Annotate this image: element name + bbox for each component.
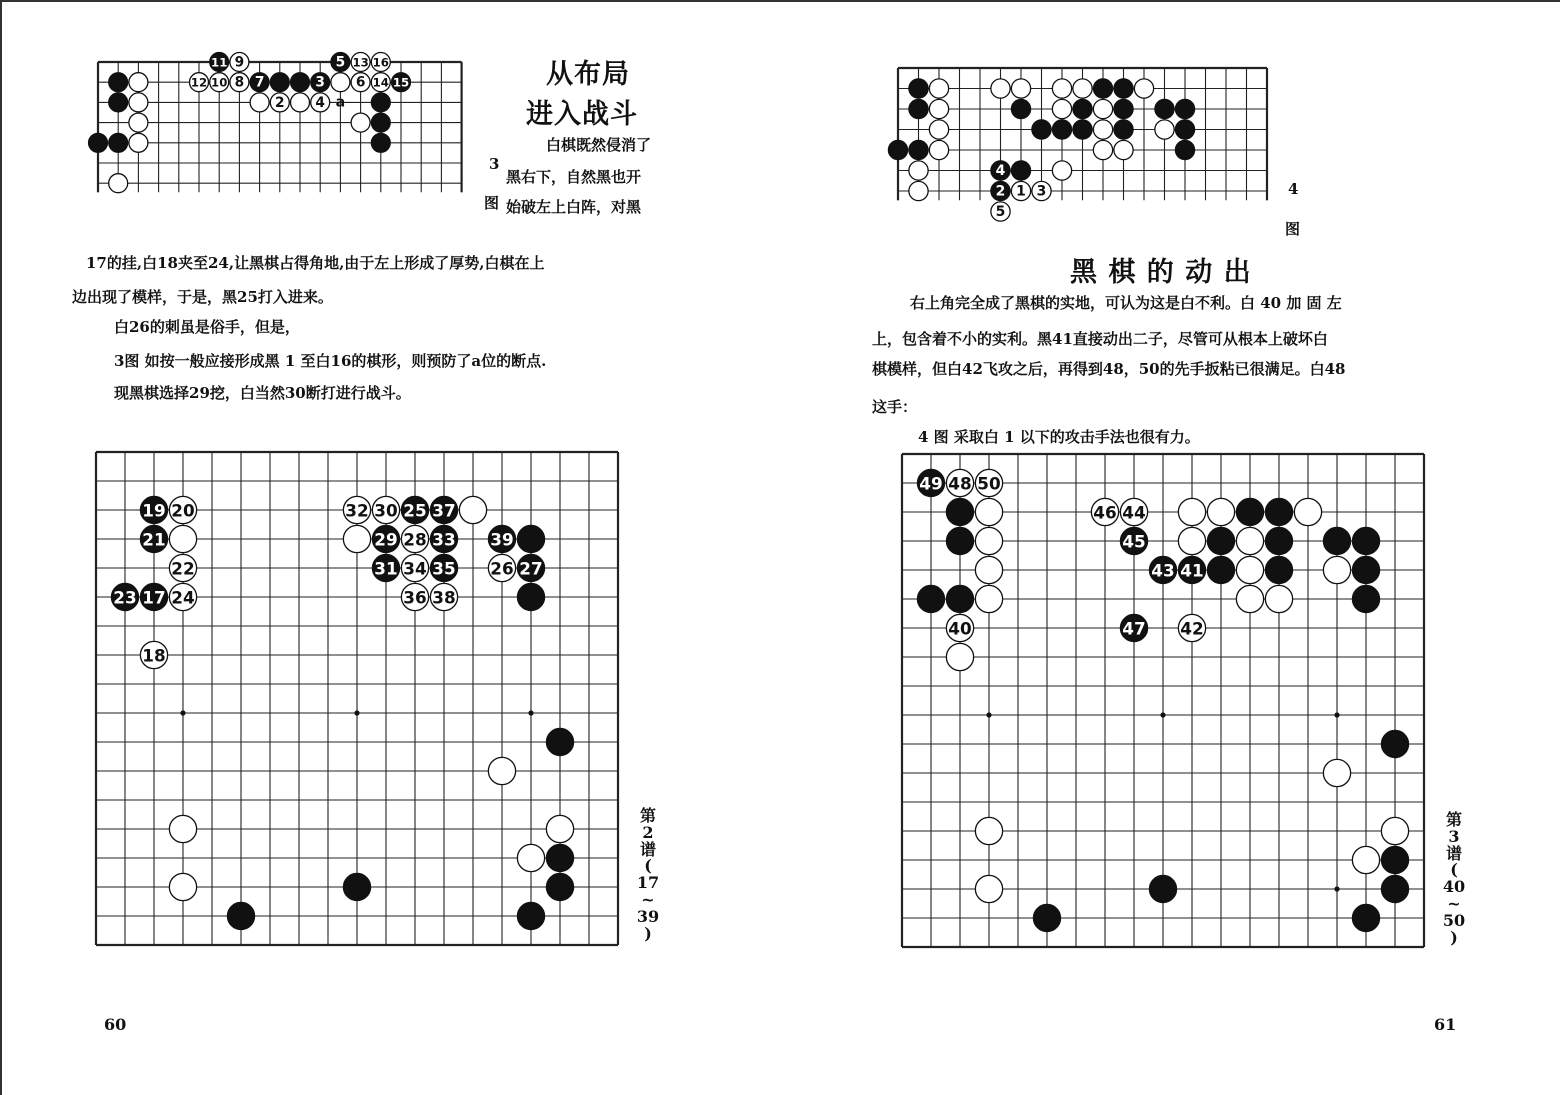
chart2-label xyxy=(636,808,660,942)
star-point xyxy=(354,710,359,715)
black-stone xyxy=(546,844,573,871)
black-stone xyxy=(371,93,390,112)
move-number: 8 xyxy=(234,74,245,91)
star-point xyxy=(180,710,185,715)
white-stone xyxy=(1093,120,1112,139)
black-stone xyxy=(1175,99,1194,118)
black-stone xyxy=(227,902,254,929)
black-stone-37 xyxy=(430,496,457,523)
white-stone-9 xyxy=(230,53,249,72)
diagram-fig4-board xyxy=(896,66,1280,248)
right-page-number: 61 xyxy=(1434,1015,1457,1034)
move-number: 48 xyxy=(948,473,972,494)
white-stone xyxy=(909,181,928,200)
black-stone xyxy=(517,902,544,929)
move-number: 36 xyxy=(403,587,427,608)
chart2-label-num: 2 xyxy=(642,822,654,842)
white-stone xyxy=(343,525,370,552)
white-stone xyxy=(929,140,948,159)
star-point xyxy=(1334,712,1339,717)
white-stone xyxy=(975,817,1002,844)
fig3-number: 3 xyxy=(489,155,500,173)
white-stone xyxy=(1178,498,1205,525)
white-stone xyxy=(1323,556,1350,583)
black-stone xyxy=(1149,875,1176,902)
black-stone-21 xyxy=(140,525,167,552)
black-stone xyxy=(909,79,928,98)
black-stone xyxy=(946,527,973,554)
left-side-text-3: 始破左上白阵，对黑 xyxy=(506,198,642,216)
black-stone-25 xyxy=(401,496,428,523)
black-stone xyxy=(946,498,973,525)
black-stone-45 xyxy=(1120,527,1147,554)
move-number: 9 xyxy=(234,54,245,71)
fig3-label: 图 xyxy=(484,194,500,212)
black-stone xyxy=(546,728,573,755)
move-number: 14 xyxy=(372,75,389,90)
move-number: 39 xyxy=(490,529,514,550)
white-stone xyxy=(1178,527,1205,554)
white-stone xyxy=(975,498,1002,525)
black-stone xyxy=(909,140,928,159)
black-stone xyxy=(888,140,907,159)
white-stone xyxy=(929,120,948,139)
white-stone xyxy=(929,99,948,118)
white-stone xyxy=(991,79,1010,98)
white-stone-48 xyxy=(946,469,973,496)
move-number: 45 xyxy=(1122,531,1146,552)
black-stone xyxy=(89,133,108,152)
left-page-number: 60 xyxy=(104,1015,127,1034)
move-number: 33 xyxy=(432,529,456,550)
move-number: 20 xyxy=(171,500,195,521)
white-stone-16 xyxy=(371,53,390,72)
white-stone xyxy=(129,93,148,112)
move-number: 12 xyxy=(190,75,208,90)
black-stone-33 xyxy=(430,525,457,552)
move-number: 3 xyxy=(1036,183,1047,200)
white-stone xyxy=(1381,817,1408,844)
white-stone xyxy=(517,844,544,871)
black-stone xyxy=(371,133,390,152)
black-stone xyxy=(1352,585,1379,612)
white-stone-32 xyxy=(343,496,370,523)
move-number: 31 xyxy=(374,558,398,579)
black-stone xyxy=(1236,498,1263,525)
move-number: 17 xyxy=(142,587,166,608)
black-stone xyxy=(517,583,544,610)
white-stone-34 xyxy=(401,554,428,581)
white-stone-6 xyxy=(351,73,370,92)
chart2-label-close: ) xyxy=(644,923,652,943)
move-number: 37 xyxy=(432,500,456,521)
move-number: 40 xyxy=(948,618,972,639)
white-stone xyxy=(975,527,1002,554)
move-number: 2 xyxy=(995,183,1006,200)
black-stone xyxy=(517,525,544,552)
white-stone-30 xyxy=(372,496,399,523)
star-point xyxy=(1334,886,1339,891)
move-number: 7 xyxy=(254,74,265,91)
black-stone-5 xyxy=(331,53,350,72)
white-stone-44 xyxy=(1120,498,1147,525)
move-number: 10 xyxy=(211,75,228,90)
black-stone xyxy=(371,113,390,132)
chart3-board xyxy=(900,452,1420,986)
move-number: 22 xyxy=(171,558,195,579)
left-body-line-4: 3图 如按一般应接形成黑 1 至白16的棋形，则预防了a位的断点. xyxy=(114,352,547,370)
black-stone xyxy=(1381,875,1408,902)
white-stone xyxy=(1093,99,1112,118)
black-stone-15 xyxy=(392,73,411,92)
board-mark-label: a xyxy=(335,94,346,111)
left-body-line-5: 现黑棋选择29挖，白当然30断打进行战斗。 xyxy=(114,384,411,402)
black-stone xyxy=(291,73,310,92)
move-number: 42 xyxy=(1180,618,1204,639)
chart2-label-to: 39 xyxy=(636,906,660,926)
white-stone xyxy=(1236,527,1263,554)
move-number: 50 xyxy=(977,473,1001,494)
black-stone-7 xyxy=(250,73,269,92)
move-number: 26 xyxy=(490,558,514,579)
white-stone xyxy=(1265,585,1292,612)
white-stone-18 xyxy=(140,641,167,668)
left-body-line-1: 17的挂,白18夹至24,让黑棋占得角地,由于左上形成了厚势,白棋在上 xyxy=(86,254,545,272)
black-stone xyxy=(1155,99,1174,118)
move-number: 30 xyxy=(374,500,398,521)
black-stone-11 xyxy=(210,53,229,72)
left-side-text-2: 黑右下，自然黑也开 xyxy=(506,168,642,186)
move-number: 49 xyxy=(919,473,943,494)
black-stone xyxy=(1265,556,1292,583)
white-stone-26 xyxy=(488,554,515,581)
move-number: 29 xyxy=(374,529,398,550)
chart3-grid xyxy=(902,454,1424,947)
white-stone-20 xyxy=(169,496,196,523)
move-number: 13 xyxy=(352,55,369,70)
black-stone xyxy=(1352,556,1379,583)
chart3-label-tilde: ~ xyxy=(1447,893,1461,913)
white-stone xyxy=(1073,79,1092,98)
white-stone xyxy=(1011,79,1030,98)
black-stone xyxy=(1207,527,1234,554)
black-stone-29 xyxy=(372,525,399,552)
black-stone xyxy=(1352,527,1379,554)
black-stone xyxy=(1011,99,1030,118)
move-number: 16 xyxy=(372,55,389,70)
black-stone xyxy=(1093,79,1112,98)
white-stone xyxy=(488,757,515,784)
white-stone-28 xyxy=(401,525,428,552)
chart2-label-tilde: ~ xyxy=(641,889,655,909)
white-stone-42 xyxy=(1178,614,1205,641)
black-stone xyxy=(1175,140,1194,159)
white-stone-22 xyxy=(169,554,196,581)
move-number: 41 xyxy=(1180,560,1204,581)
chart3-label xyxy=(1442,812,1466,946)
left-body-line-3: 白26的刺虽是俗手，但是， xyxy=(114,318,300,336)
white-stone xyxy=(1207,498,1234,525)
chart3-label-di: 第 xyxy=(1445,810,1462,829)
chart3-label-close: ) xyxy=(1450,927,1458,947)
chart2-label-di: 第 xyxy=(639,806,656,825)
move-number: 43 xyxy=(1151,560,1175,581)
white-stone-38 xyxy=(430,583,457,610)
chart2-label-from: 17 xyxy=(636,873,660,893)
white-stone xyxy=(1114,140,1133,159)
right-body-line-3: 棋模样，但白42飞攻之后，再得到48，50的先手扳粘已很满足。白48 xyxy=(872,360,1346,378)
white-stone-4 xyxy=(311,93,330,112)
move-number: 27 xyxy=(519,558,543,579)
fig4-number: 4 xyxy=(1288,180,1299,198)
white-stone xyxy=(250,93,269,112)
black-stone xyxy=(1073,120,1092,139)
black-stone xyxy=(1052,120,1071,139)
white-stone xyxy=(946,643,973,670)
black-stone xyxy=(909,99,928,118)
white-stone xyxy=(1236,585,1263,612)
black-stone xyxy=(1381,846,1408,873)
move-number: 25 xyxy=(403,500,427,521)
black-stone-43 xyxy=(1149,556,1176,583)
left-title-line1: 从布局 xyxy=(546,59,630,90)
white-stone xyxy=(1093,140,1112,159)
move-number: 47 xyxy=(1122,618,1146,639)
chart2-label-open: ( xyxy=(644,856,652,876)
black-stone xyxy=(1207,556,1234,583)
black-stone-39 xyxy=(488,525,515,552)
white-stone xyxy=(975,556,1002,583)
fig4-label: 图 xyxy=(1285,220,1301,238)
black-stone-3 xyxy=(311,73,330,92)
move-number: 1 xyxy=(1016,183,1026,200)
chart2-label-pu: 谱 xyxy=(639,839,656,859)
black-stone xyxy=(1265,498,1292,525)
white-stone-14 xyxy=(371,73,390,92)
move-number: 3 xyxy=(315,74,325,91)
white-stone-46 xyxy=(1091,498,1118,525)
white-stone xyxy=(975,875,1002,902)
white-stone-24 xyxy=(169,583,196,610)
white-stone xyxy=(1052,99,1071,118)
black-stone xyxy=(946,585,973,612)
white-stone-12 xyxy=(190,73,209,92)
move-number: 4 xyxy=(995,163,1006,179)
white-stone xyxy=(109,174,128,193)
star-point xyxy=(986,712,991,717)
black-stone xyxy=(1381,730,1408,757)
white-stone xyxy=(975,585,1002,612)
black-stone xyxy=(270,73,289,92)
white-stone xyxy=(929,79,948,98)
white-stone-2 xyxy=(270,93,289,112)
right-caption: 4 图 采取白 1 以下的攻击手法也很有力。 xyxy=(918,428,1200,446)
black-stone-17 xyxy=(140,583,167,610)
move-number: 32 xyxy=(345,500,369,521)
chart3-label-to: 50 xyxy=(1442,910,1466,930)
move-number: 15 xyxy=(392,75,410,90)
white-stone-40 xyxy=(946,614,973,641)
move-number: 2 xyxy=(275,94,285,111)
move-number: 11 xyxy=(211,55,228,70)
left-side-text-1: 白棋既然侵消了 xyxy=(546,136,652,154)
black-stone xyxy=(917,585,944,612)
white-stone xyxy=(331,73,350,92)
move-number: 4 xyxy=(315,94,325,111)
move-number: 21 xyxy=(142,529,166,550)
white-stone-5 xyxy=(991,202,1010,221)
white-stone-13 xyxy=(351,53,370,72)
black-stone xyxy=(546,873,573,900)
white-stone xyxy=(1134,79,1153,98)
right-body-line-4: 这手： xyxy=(872,398,918,416)
white-stone-36 xyxy=(401,583,428,610)
chart3-label-open: ( xyxy=(1450,860,1458,880)
move-number: 18 xyxy=(142,645,166,666)
move-number: 24 xyxy=(171,587,195,608)
white-stone xyxy=(459,496,486,523)
white-stone xyxy=(169,873,196,900)
white-stone xyxy=(129,133,148,152)
move-number: 23 xyxy=(113,587,137,608)
white-stone-1 xyxy=(1011,181,1030,200)
move-number: 34 xyxy=(403,558,427,579)
chart3-label-pu: 谱 xyxy=(1445,843,1462,863)
diagram-fig3-board xyxy=(96,54,476,223)
black-stone xyxy=(343,873,370,900)
black-stone-2 xyxy=(991,181,1010,200)
black-stone xyxy=(1175,120,1194,139)
black-stone-4 xyxy=(991,161,1010,180)
right-body-line-1: 右上角完全成了黑棋的实地，可认为这是白不利。白 40 加 固 左 xyxy=(910,294,1342,312)
black-stone-19 xyxy=(140,496,167,523)
white-stone xyxy=(1323,759,1350,786)
black-stone-41 xyxy=(1178,556,1205,583)
move-number: 5 xyxy=(995,204,1006,220)
white-stone-10 xyxy=(210,73,229,92)
white-stone xyxy=(169,525,196,552)
move-number: 5 xyxy=(335,54,346,71)
white-stone-50 xyxy=(975,469,1002,496)
white-stone xyxy=(291,93,310,112)
white-stone xyxy=(1052,79,1071,98)
white-stone xyxy=(1155,120,1174,139)
white-stone xyxy=(129,73,148,92)
black-stone xyxy=(1114,120,1133,139)
black-stone-23 xyxy=(111,583,138,610)
star-point xyxy=(1160,712,1165,717)
black-stone xyxy=(109,133,128,152)
white-stone xyxy=(546,815,573,842)
black-stone xyxy=(1032,120,1051,139)
black-stone xyxy=(1114,79,1133,98)
black-stone xyxy=(1073,99,1092,118)
white-stone-3 xyxy=(1032,181,1051,200)
white-stone xyxy=(351,113,370,132)
white-stone xyxy=(129,113,148,132)
right-body-line-2: 上，包含着不小的实利。黑41直接动出二子，尽管可从根本上破坏白 xyxy=(872,330,1328,348)
white-stone xyxy=(909,161,928,180)
move-number: 35 xyxy=(432,558,456,579)
left-title-line2: 进入战斗 xyxy=(526,99,638,130)
black-stone-49 xyxy=(917,469,944,496)
move-number: 44 xyxy=(1122,502,1146,523)
black-stone xyxy=(1352,904,1379,931)
black-stone xyxy=(1033,904,1060,931)
move-number: 38 xyxy=(432,587,456,608)
white-stone xyxy=(1236,556,1263,583)
black-stone xyxy=(1114,99,1133,118)
black-stone xyxy=(109,73,128,92)
move-number: 6 xyxy=(355,74,366,91)
black-stone-31 xyxy=(372,554,399,581)
white-stone xyxy=(1052,161,1071,180)
white-stone xyxy=(1294,498,1321,525)
chart2-board xyxy=(94,450,620,980)
chart3-label-from: 40 xyxy=(1442,877,1466,897)
black-stone xyxy=(1323,527,1350,554)
black-stone-35 xyxy=(430,554,457,581)
black-stone xyxy=(1265,527,1292,554)
left-body-line-2: 边出现了模样，于是，黑25打入进来。 xyxy=(72,288,333,306)
white-stone xyxy=(169,815,196,842)
move-number: 19 xyxy=(142,500,166,521)
star-point xyxy=(528,710,533,715)
move-number: 28 xyxy=(403,529,427,550)
black-stone-47 xyxy=(1120,614,1147,641)
black-stone xyxy=(1011,161,1030,180)
chart3-label-num: 3 xyxy=(1448,826,1460,846)
white-stone xyxy=(1352,846,1379,873)
move-number: 46 xyxy=(1093,502,1117,523)
black-stone-27 xyxy=(517,554,544,581)
right-title: 黑 棋 的 动 出 xyxy=(1070,257,1252,288)
white-stone-8 xyxy=(230,73,249,92)
black-stone xyxy=(109,93,128,112)
